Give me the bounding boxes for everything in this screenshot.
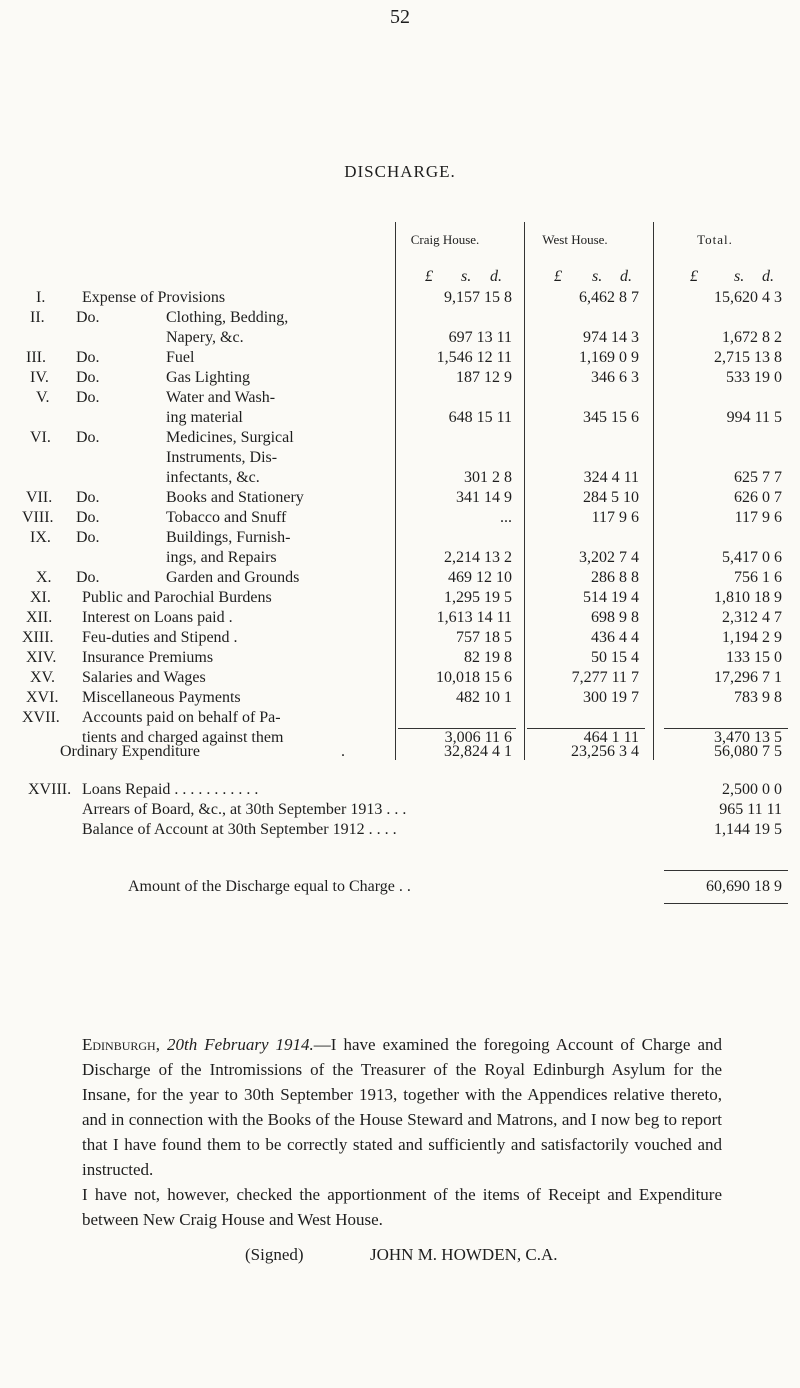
row-craig-amount: 1,546 12 11: [436, 349, 512, 366]
row-craig-amount: ...: [500, 509, 512, 526]
row-craig-amount: 82 19 8: [464, 649, 512, 666]
row-ditto: Do.: [76, 569, 100, 586]
row-total-amount: 3,470 13 5: [714, 729, 782, 746]
row-craig-amount: 341 14 9: [456, 489, 512, 506]
auditor-certificate: [82, 1032, 722, 1232]
table-row-line: [0, 708, 800, 728]
row-label: Accounts paid on behalf of Pa-: [82, 709, 281, 726]
certificate-place: Edinburgh,: [82, 1035, 160, 1054]
discharge-total-label: Amount of the Discharge equal to Charge . .: [128, 878, 411, 895]
signatory-name: JOHN M. HOWDEN, C.A.: [370, 1245, 558, 1264]
row-label-continued: infectants, &c.: [166, 469, 260, 486]
row-label: Expense of Provisions: [82, 289, 226, 306]
row-craig-amount: 9,157 15 8: [444, 289, 512, 306]
row-number: VIII.: [22, 509, 54, 526]
row-number: XII.: [26, 609, 53, 626]
row-number: IV.: [30, 369, 49, 386]
row-west-amount: 286 8 8: [591, 569, 639, 586]
table-row-line: [0, 648, 800, 668]
row-label-continued: tients and charged against them: [82, 729, 284, 746]
row-label: Books and Stationery: [166, 489, 304, 506]
row-craig-amount: 1,613 14 11: [436, 609, 512, 626]
table-row-line: [0, 308, 800, 328]
table-row-line: [0, 528, 800, 548]
table-row-line: [0, 488, 800, 508]
ordinary-craig: 32,824 4 1: [444, 743, 512, 760]
row-label: Loans Repaid . . . . . . . . . . .: [82, 781, 259, 798]
row-total: 1,144 19 5: [714, 821, 782, 838]
row-number: XI.: [30, 589, 51, 606]
row-west-amount: 300 19 7: [583, 689, 639, 706]
certificate-text-1: —I have examined the foregoing Account of Charge and Discharge of the Intromissions of the Treasurer of the Royal Edinburgh Asylum for the Insane, for the year to 30th September 1913, together with the Appendices relative thereto, and in connection with the Books of the House Steward and Matrons, and I now beg to report that I have found them to be correctly stated and sufficiently and satisfactorily vouched and instructed.: [82, 1035, 722, 1179]
certificate-date: 20th February 1914.: [167, 1035, 314, 1054]
row-label: Fuel: [166, 349, 195, 366]
row-label-continued: ings, and Repairs: [166, 549, 277, 566]
row-label: Gas Lighting: [166, 369, 250, 386]
row-west-amount: 974 14 3: [583, 329, 639, 346]
row-total-amount: 5,417 0 6: [722, 549, 782, 566]
row-ditto: Do.: [76, 509, 100, 526]
unit-pound-craig: £: [425, 268, 433, 285]
row-number: IX.: [30, 529, 51, 546]
unit-shilling-west: s.: [592, 268, 603, 285]
ordinary-total: 56,080 7 5: [714, 743, 782, 760]
certificate-paragraph-2: I have not, however, checked the apportionment of the items of Receipt and Expenditure between New Craig House and West House.: [82, 1185, 722, 1229]
unit-shilling-total: s.: [734, 268, 745, 285]
row-craig-amount: 1,295 19 5: [444, 589, 512, 606]
table-row-line: [0, 428, 800, 448]
row-number: XV.: [30, 669, 56, 686]
row-label: Insurance Premiums: [82, 649, 214, 666]
row-number: XVI.: [26, 689, 59, 706]
page-number: 52: [390, 6, 410, 28]
row-number: III.: [26, 349, 46, 366]
row-craig-amount: 697 13 11: [448, 329, 512, 346]
row-ditto: Do.: [76, 429, 100, 446]
row-label: Interest on Loans paid .: [82, 609, 233, 626]
row-craig-amount: 757 18 5: [456, 629, 512, 646]
certificate-paragraph-1: [82, 1032, 722, 1182]
row-west-amount: 1,169 0 9: [579, 349, 639, 366]
row-west-amount: 284 5 10: [583, 489, 639, 506]
balance-row: [0, 820, 800, 840]
row-total-amount: 2,312 4 7: [722, 609, 782, 626]
discharge-total-value: 60,690 18 9: [706, 878, 782, 895]
column-header-craig: Craig House.: [410, 232, 480, 247]
unit-pound-total: £: [690, 268, 698, 285]
table-row-line: [0, 368, 800, 388]
row-west-amount: 6,462 8 7: [579, 289, 639, 306]
table-row-line: [0, 688, 800, 708]
row-label: Medicines, Surgical: [166, 429, 294, 446]
row-west-amount: 7,277 11 7: [571, 669, 639, 686]
row-number: XVII.: [22, 709, 60, 726]
unit-pence-total: d.: [762, 268, 774, 285]
row-label: Water and Wash-: [166, 389, 276, 406]
row-label-continued: ing material: [166, 409, 243, 426]
table-row-line: [0, 348, 800, 368]
column-header-west: West House.: [542, 232, 608, 247]
row-total-amount: 15,620 4 3: [714, 289, 782, 306]
row-number: V.: [36, 389, 50, 406]
table-row-line: [0, 448, 800, 468]
table-row-line: [0, 668, 800, 688]
row-ditto: Do.: [76, 489, 100, 506]
row-craig-amount: 482 10 1: [456, 689, 512, 706]
row-west-amount: 117 9 6: [591, 509, 639, 526]
row-label-continued: Instruments, Dis-: [166, 449, 278, 466]
row-total-amount: 994 11 5: [726, 409, 782, 426]
row-west-amount: 3,202 7 4: [579, 549, 639, 566]
table-row-line: [0, 608, 800, 628]
row-craig-amount: 3,006 11 6: [444, 729, 512, 746]
row-number: XIII.: [22, 629, 54, 646]
row-ditto: Do.: [76, 309, 100, 326]
row-craig-amount: 648 15 11: [448, 409, 512, 426]
row-total-amount: 117 9 6: [734, 509, 782, 526]
row-total-amount: 1,810 18 9: [714, 589, 782, 606]
table-row-line: [0, 568, 800, 588]
row-label: Miscellaneous Payments: [82, 689, 241, 706]
row-total-amount: 17,296 7 1: [714, 669, 782, 686]
row-number: X.: [36, 569, 52, 586]
row-label: Balance of Account at 30th September 1912 . . . .: [82, 821, 397, 838]
unit-pence-craig: d.: [490, 268, 502, 285]
ordinary-label: Ordinary Expenditure: [60, 743, 200, 760]
ordinary-west: 23,256 3 4: [571, 743, 639, 760]
row-west-amount: 698 9 8: [591, 609, 639, 626]
table-row-line: [0, 408, 800, 428]
row-west-amount: 436 4 4: [591, 629, 639, 646]
row-total-amount: 1,194 2 9: [722, 629, 782, 646]
column-header-total: Total.: [697, 232, 733, 247]
signed-label: (Signed): [245, 1245, 304, 1264]
row-label: Public and Parochial Burdens: [82, 589, 272, 606]
ordinary-expenditure-row: [0, 742, 800, 762]
row-west-amount: 345 15 6: [583, 409, 639, 426]
row-total-amount: 783 9 8: [734, 689, 782, 706]
row-ditto: Do.: [76, 349, 100, 366]
row-label-continued: Napery, &c.: [166, 329, 244, 346]
row-label: Clothing, Bedding,: [166, 309, 289, 326]
row-label: Salaries and Wages: [82, 669, 206, 686]
row-west-amount: 346 6 3: [591, 369, 639, 386]
row-west-amount: 50 15 4: [591, 649, 639, 666]
row-total-amount: 533 19 0: [726, 369, 782, 386]
row-label: Garden and Grounds: [166, 569, 300, 586]
row-west-amount: 514 19 4: [583, 589, 639, 606]
unit-pence-west: d.: [620, 268, 632, 285]
page-title: DISCHARGE.: [344, 162, 456, 181]
table-row-line: [0, 328, 800, 348]
table-row-line: [0, 388, 800, 408]
table-row-line: [0, 468, 800, 488]
row-west-amount: 464 1 11: [583, 729, 639, 746]
row-craig-amount: 187 12 9: [456, 369, 512, 386]
row-west-amount: 324 4 11: [583, 469, 639, 486]
row-label: Feu-duties and Stipend .: [82, 629, 238, 646]
row-number: I.: [36, 289, 46, 306]
row-label: Tobacco and Snuff: [166, 509, 287, 526]
row-craig-amount: 10,018 15 6: [436, 669, 512, 686]
table-row-line: [0, 588, 800, 608]
row-total-amount: 756 1 6: [734, 569, 782, 586]
table-row-line: [0, 548, 800, 568]
row-ditto: Do.: [76, 389, 100, 406]
total-rule-top: [664, 870, 788, 871]
row-label: Buildings, Furnish-: [166, 529, 291, 546]
row-ditto: Do.: [76, 369, 100, 386]
row-craig-amount: 301 2 8: [464, 469, 512, 486]
row-number: XIV.: [26, 649, 57, 666]
row-total-amount: 625 7 7: [734, 469, 782, 486]
unit-shilling-craig: s.: [461, 268, 472, 285]
row-number: VII.: [26, 489, 53, 506]
row-number: II.: [30, 309, 45, 326]
table-row-line: [0, 508, 800, 528]
table-row-line: [0, 288, 800, 308]
row-number: VI.: [30, 429, 51, 446]
total-rule-bottom: [664, 903, 788, 904]
row-total: 2,500 0 0: [722, 781, 782, 798]
row-ditto: Do.: [76, 529, 100, 546]
ordinary-dot: .: [341, 743, 345, 760]
row-total-amount: 626 0 7: [734, 489, 782, 506]
row-total: 965 11 11: [719, 801, 782, 818]
row-craig-amount: 2,214 13 2: [444, 549, 512, 566]
table-row-line: [0, 628, 800, 648]
row-total-amount: 2,715 13 8: [714, 349, 782, 366]
arrears-row: [0, 800, 800, 820]
row-total-amount: 133 15 0: [726, 649, 782, 666]
discharge-total-row: [0, 877, 800, 897]
unit-pound-west: £: [554, 268, 562, 285]
loans-repaid-row: [0, 780, 800, 800]
row-craig-amount: 469 12 10: [448, 569, 512, 586]
row-total-amount: 1,672 8 2: [722, 329, 782, 346]
row-number: XVIII.: [28, 781, 72, 798]
row-label: Arrears of Board, &c., at 30th September 1913 . . .: [82, 801, 407, 818]
